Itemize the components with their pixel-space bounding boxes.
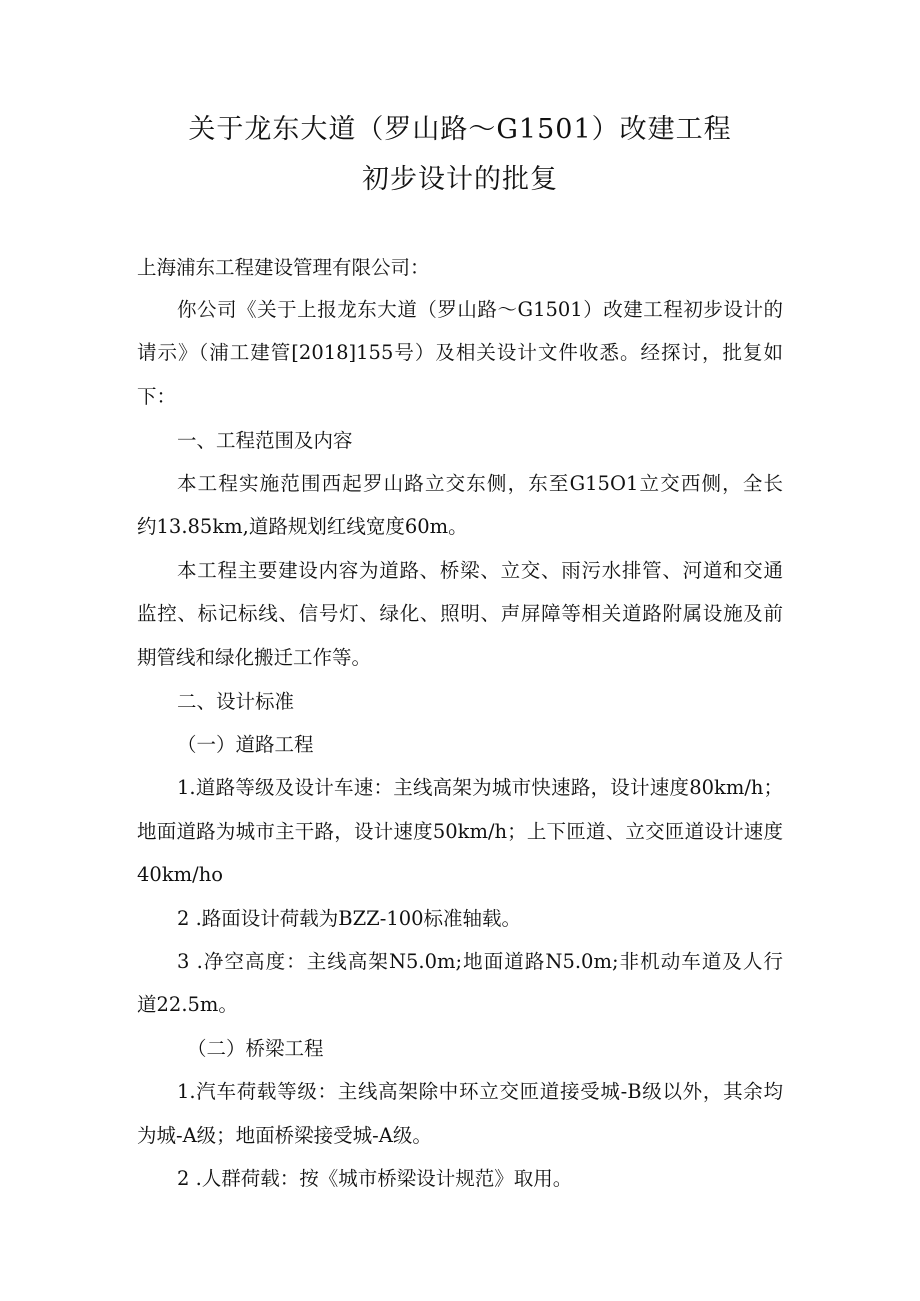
paragraph-line: 道22.5m。 <box>137 993 238 1016</box>
paragraph-line: 约13.85km,道路规划红线宽度60m。 <box>137 515 468 538</box>
paragraph-line: 本工程实施范围西起罗山路立交东侧，东至G15O1立交西侧，全长 <box>177 472 783 495</box>
paragraph-line: 期管线和绿化搬迁工作等。 <box>137 646 372 669</box>
subsection-heading: （一）道路工程 <box>177 733 314 756</box>
paragraph-line: 3 .净空高度：主线高架N5.0m;地面道路N5.0m;非机动车道及人行 <box>177 950 783 973</box>
subsection-heading: （二）桥梁工程 <box>187 1037 324 1060</box>
document-title-line-1: 关于龙东大道（罗山路～G1501）改建工程 <box>188 114 732 145</box>
paragraph-line: 2 .人群荷载：按《城市桥梁设计规范》取用。 <box>177 1167 573 1190</box>
document-title-line-2: 初步设计的批复 <box>362 164 558 195</box>
paragraph-line: 本工程主要建设内容为道路、桥梁、立交、雨污水排管、河道和交通 <box>177 559 783 582</box>
paragraph-line: 1.道路等级及设计车速：主线高架为城市快速路，设计速度80km/h； <box>177 776 783 799</box>
paragraph-line: 请示》（浦工建管[2018]155号）及相关设计文件收悉。经探讨，批复如 <box>137 341 783 364</box>
paragraph-line: 监控、标记标线、信号灯、绿化、照明、声屏障等相关道路附属设施及前 <box>137 602 783 625</box>
paragraph-line: 地面道路为城市主干路，设计速度50km/h；上下匝道、立交匝道设计速度 <box>137 820 783 843</box>
paragraph-line: 40km/ho <box>137 863 223 886</box>
paragraph-line: 你公司《关于上报龙东大道（罗山路～G1501）改建工程初步设计的 <box>177 298 783 321</box>
addressee: 上海浦东工程建设管理有限公司： <box>137 256 430 279</box>
section-heading: 一、工程范围及内容 <box>177 429 353 452</box>
paragraph-line: 下： <box>137 385 177 408</box>
paragraph-line: 2 .路面设计荷载为BZZ-100标准轴载。 <box>177 907 522 930</box>
section-heading: 二、设计标准 <box>177 690 295 713</box>
paragraph-line: 1.汽车荷载等级：主线高架除中环立交匝道接受城-B级以外，其余均 <box>177 1080 783 1103</box>
paragraph-line: 为城-A级；地面桥梁接受城-A级。 <box>137 1124 432 1147</box>
